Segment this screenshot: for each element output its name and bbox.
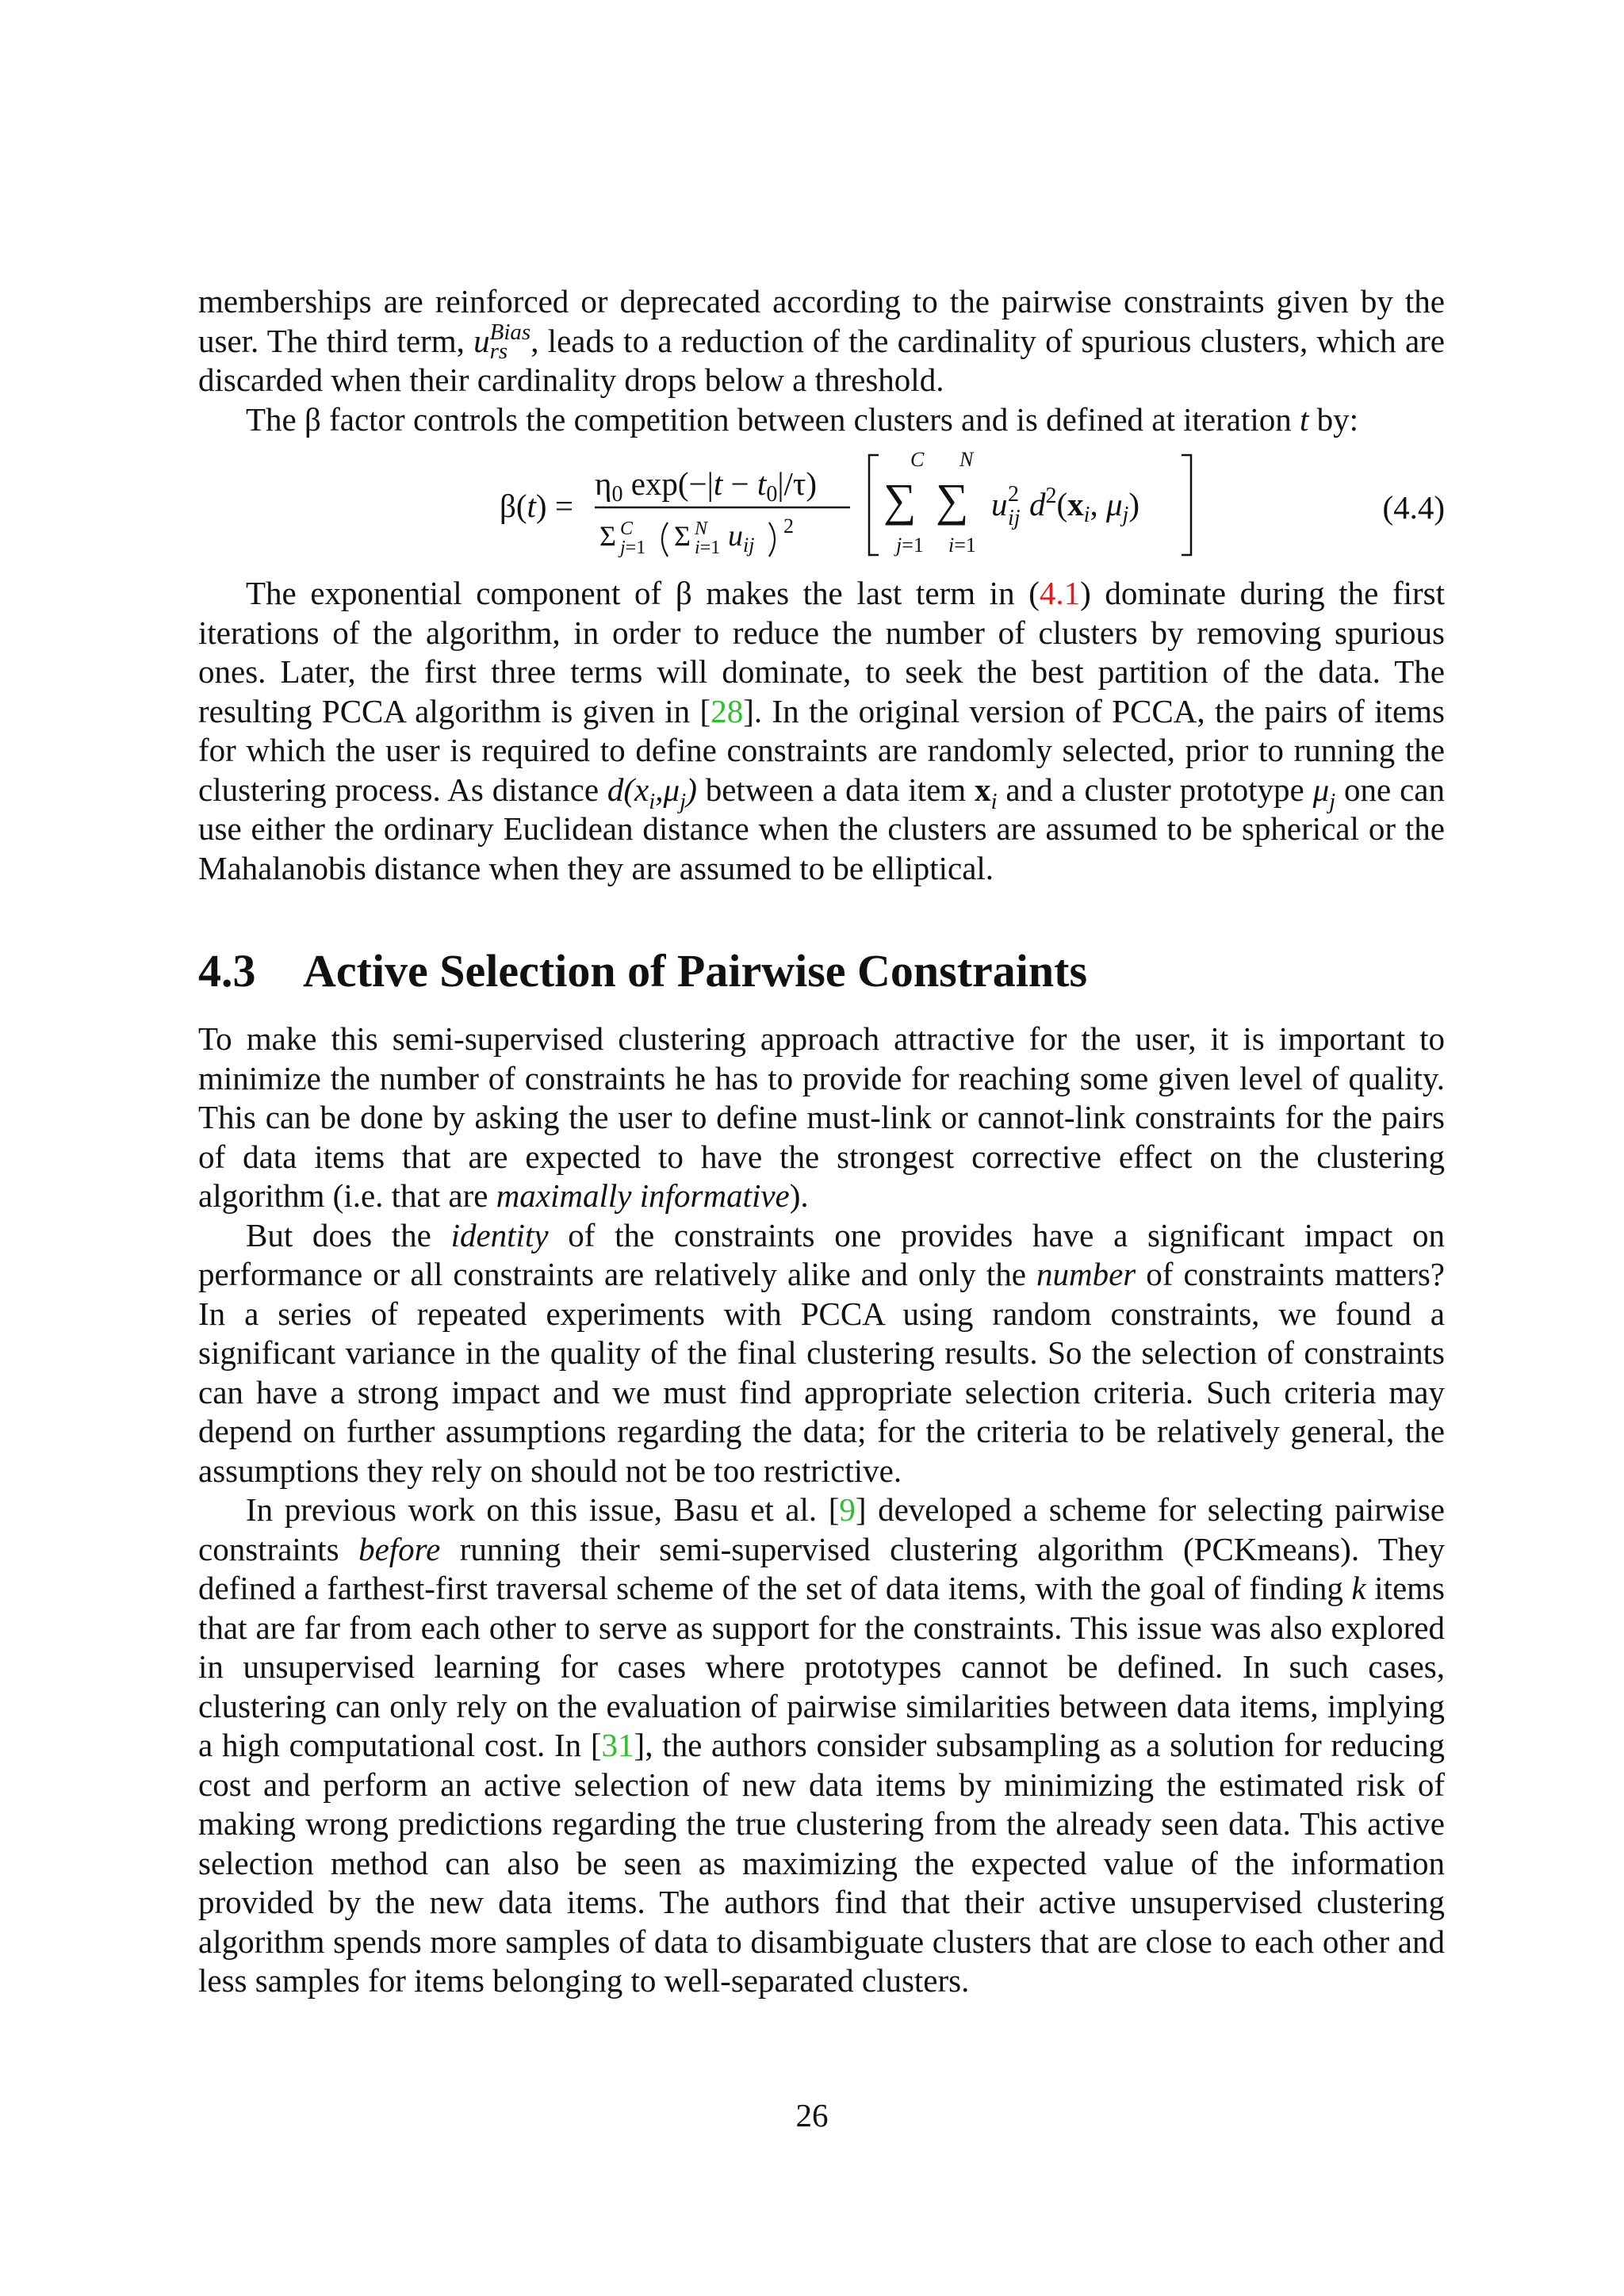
distance-term: $d(x_i,\mu_j)$ <box>607 771 697 814</box>
paragraph-3: The exponential component of β makes the last term in (4.1) dominate during the first iterations of the algorithm, in order to reduce the number of clusters by removing spurious ones. Later, the first three terms will dominate, to seek the best partition of the data. The resulting PCCA algorithm is given in [28]. In the original version of PCCA, the pairs of items for which the user is required to define constraints are randomly selected, prior to running the clustering process. As distance $d(x_i,\mu_j)$ between a data item $x_i$ and a cluster prototype $\mu_j$ one can use either the ordinary Euclidean distance when the clusters are assumed to be spherical or the Mahalanobis distance when they are assumed to be elliptical. <box>198 575 1445 886</box>
section-heading <box>198 945 1445 997</box>
section-title: Active Selection of Pairwise Constraints <box>303 945 1088 997</box>
paragraph-6: In previous work on this issue, Basu et al. [9] developed a scheme for selecting pairwise constraints before running their semi-supervised clustering algorithm (PCKmeans). They defined a farthest-first traversal scheme of the set of data items, with the goal of finding k items that are far from each other to serve as support for the constraints. This issue was also explored in unsupervised learning for cases where prototypes cannot be defined. In such cases, clustering can only rely on the evaluation of pairwise similarities between data items, implying a high computational cost. In [31], the authors consider subsampling as a solution for reducing cost and perform an active selection of new data items by minimizing the estimated risk of making wrong predictions regarding the true clustering from the already seen data. This active selection method can also be seen as maximizing the expected value of the information provided by the new data items. The authors find that their active unsupervised clustering algorithm spends more samples of data to disambiguate clusters that are close to each other and less samples for items belonging to well-separated clusters. <box>198 1491 1446 1999</box>
svg-text:β(t) =: β(t) = <box>500 488 573 524</box>
svg-text:N: N <box>959 448 974 471</box>
paragraph-4: To make this semi-supervised clustering approach attractive for the user, it is important to minimize the number of constraints he has to provide for reaching some given level of quality. This can be done by asking the user to define must-link or cannot-link constraints for the pairs of data items that are expected to have the strongest corrective effect on the clustering algorithm (i.e. that are maximally informative). <box>198 1020 1445 1214</box>
svg-text:C: C <box>910 448 925 471</box>
svg-text:i=1: i=1 <box>948 534 976 557</box>
page-body <box>198 282 1445 2001</box>
equation-4-4 <box>198 447 1445 566</box>
svg-text:∑: ∑ <box>936 474 969 526</box>
svg-text:∑: ∑ <box>883 474 917 526</box>
paragraph-5: But does the identity of the constraints one provides have a significant impact on performance or all constraints are relatively alike and only the number of constraints matters? In a series of repeated experiments with PCCA using random constraints, we found a significant variance in the quality of the final clustering results. So the selection of constraints can have a strong impact and we must find appropriate selection criteria. Such criteria may depend on further assumptions regarding the data; for the criteria to be relatively general, the assumptions they rely on should not be too restrictive. <box>198 1216 1445 1489</box>
equation-ref-link[interactable]: 4.1 <box>1039 575 1081 611</box>
citation-link[interactable]: 9 <box>839 1491 856 1528</box>
svg-text:Σ: Σ <box>599 520 616 552</box>
svg-text:C: C <box>620 519 634 539</box>
svg-text:N: N <box>695 519 708 539</box>
paragraph-2: The β factor controls the competition between clusters and is defined at iteration t by: <box>246 400 1359 438</box>
equation-number: (4.4) <box>1382 489 1445 526</box>
svg-text:d2(xi, μj): $d^2(xi$, μj) <box>1029 484 1139 527</box>
svg-text:ij: ij <box>1008 506 1021 530</box>
svg-text:uij: $u_{ij}$ <box>728 519 755 557</box>
paragraph-1: memberships are reinforced or deprecated according to the pairwise constraints given by the user. The third term, u Bias rs , leads to a reduction of the cardinality of spurious clusters, which are discarded when their cardinality drops below a threshold. <box>198 283 1445 398</box>
svg-text:i=1: i=1 <box>695 538 721 558</box>
svg-text:η0 exp(−|t − t0|/τ): η0 exp(−|t − t0|/τ) <box>595 465 818 507</box>
svg-text:j=1: j=1 <box>620 538 646 558</box>
svg-text:j=1: j=1 <box>896 534 924 557</box>
equation-formula <box>198 447 1229 566</box>
citation-link[interactable]: 28 <box>710 692 744 729</box>
bias-term: u Bias rs <box>473 319 531 364</box>
citation-link[interactable]: 31 <box>601 1727 634 1763</box>
page-number: 26 <box>795 2097 829 2133</box>
section-number: 4.3 <box>198 945 256 997</box>
svg-text:u: u <box>991 486 1008 522</box>
svg-text:2: 2 <box>783 515 794 538</box>
svg-text:2: 2 <box>1008 482 1019 507</box>
svg-text:Σ: Σ <box>674 520 691 552</box>
